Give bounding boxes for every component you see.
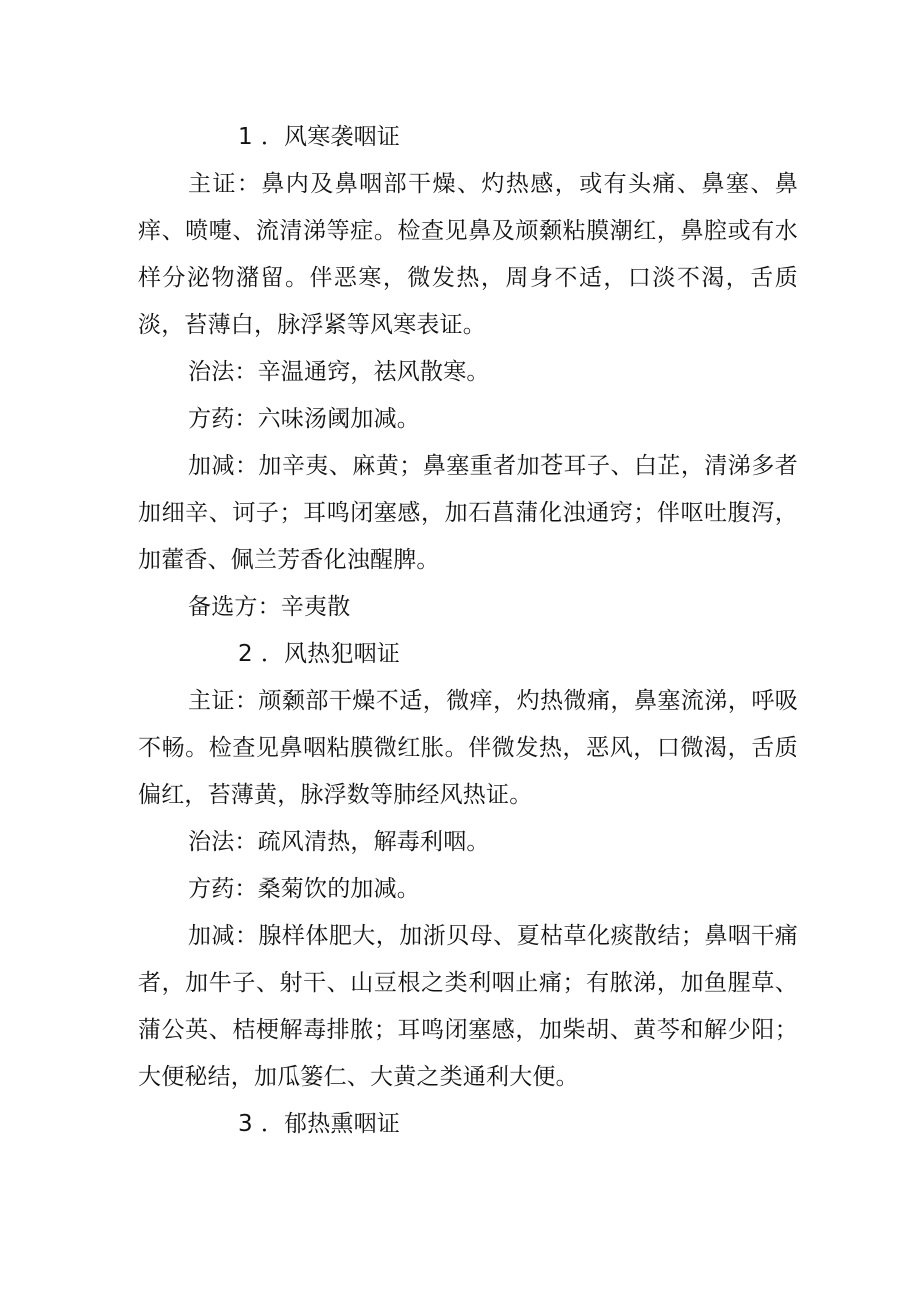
paragraph-main-symptoms: 主证：颃颡部干燥不适，微痒，灼热微痛，鼻塞流涕，呼吸不畅。检查见鼻咽粘膜微红胀。伴微发热，恶风，口微渴，舌质偏红，苔薄黄，脉浮数等肺经风热证。 — [138, 688, 798, 808]
paragraph-prescription: 方药：桑菊饮的加减。 — [188, 876, 420, 902]
paragraph-main-symptoms: 主证：鼻内及鼻咽部干燥、灼热感，或有头痛、鼻塞、鼻痒、喷嚏、流清涕等症。检查见鼻及颃颡粘膜潮红，鼻腔或有水样分泌物潴留。伴恶寒，微发热，周身不适，口淡不渴，舌质淡，苔薄白，脉浮紧等风寒表证。 — [138, 171, 798, 338]
paragraph-prescription: 方药：六味汤阈加减。 — [188, 406, 420, 432]
section-title: ．郁热熏咽证 — [260, 1111, 401, 1137]
section-heading-3 — [138, 1101, 798, 1148]
section-number: 1 — [238, 124, 253, 150]
paragraph-modification: 加减：加辛夷、麻黄；鼻塞重者加苍耳子、白芷，清涕多者加细辛、诃子；耳鸣闭塞感，加石菖蒲化浊通窍；伴呕吐腹泻，加藿香、佩兰芳香化浊醒脾。 — [138, 453, 798, 573]
section-number: 3 — [238, 1111, 253, 1137]
section-heading-2 — [138, 631, 798, 678]
document-body — [138, 114, 798, 1148]
section-title: ．风热犯咽证 — [260, 641, 401, 667]
paragraph-treatment: 治法：疏风清热，解毒利咽。 — [188, 829, 490, 855]
section-title: ．风寒袭咽证 — [260, 124, 401, 150]
paragraph-treatment: 治法：辛温通窍，祛风散寒。 — [188, 359, 490, 385]
paragraph-alternative: 备选方：辛夷散 — [188, 594, 351, 620]
paragraph-modification: 加减：腺样体肥大，加浙贝母、夏枯草化痰散结；鼻咽干痛者，加牛子、射干、山豆根之类利咽止痛；有脓涕，加鱼腥草、蒲公英、桔梗解毒排脓；耳鸣闭塞感，加柴胡、黄芩和解少阳；大便秘结，加瓜篓仁、大黄之类通利大便。 — [138, 923, 798, 1090]
section-number: 2 — [238, 641, 253, 667]
section-heading-1 — [138, 114, 798, 161]
